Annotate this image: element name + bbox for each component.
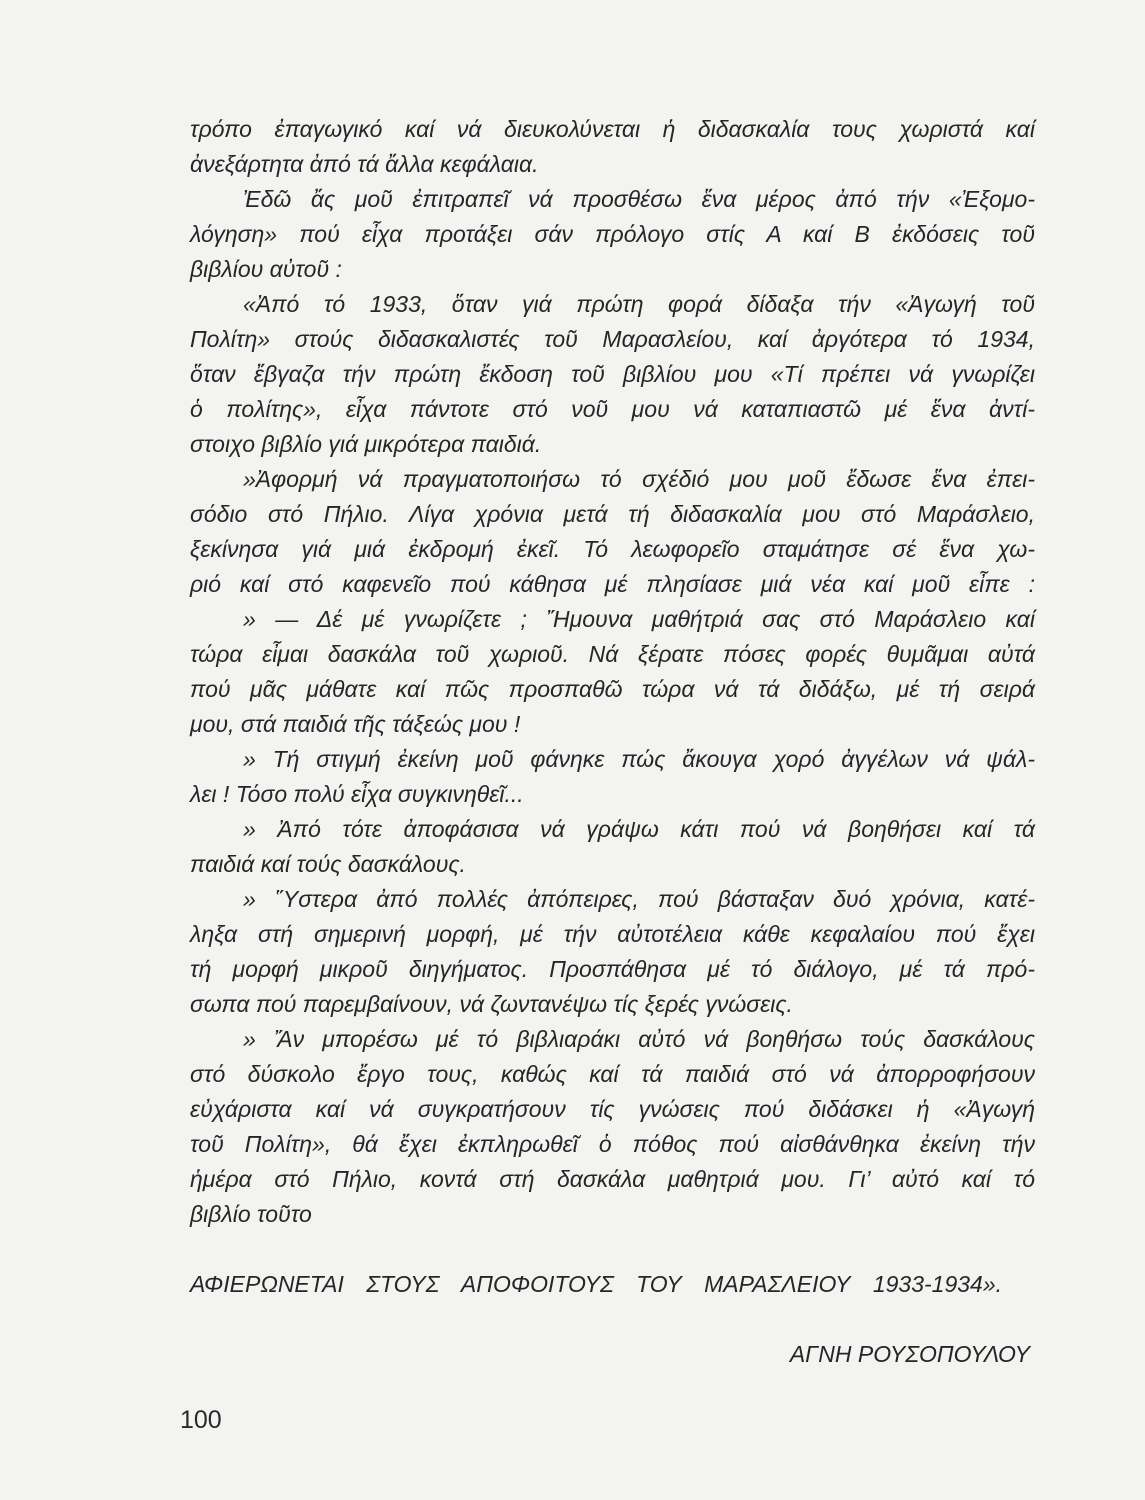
text-line: ξεκίνησα γιά μιά ἐκδρομή ἐκεῖ. Τό λεωφορεῖο σταμάτησε σέ ἕνα χω- (190, 536, 1035, 562)
text-line: ληξα στή σημερινή μορφή, μέ τήν αὐτοτέλεια κάθε κεφαλαίου πού ἔχει (190, 921, 1035, 947)
text-line: σόδιο στό Πήλιο. Λίγα χρόνια μετά τή διδασκαλία μου στό Μαράσλειο, (190, 501, 1035, 527)
text-line: ριό καί στό καφενεῖο πού κάθησα μέ πλησίασε μιά νέα καί μοῦ εἶπε : (190, 571, 1035, 597)
text-line: τώρα εἶμαι δασκάλα τοῦ χωριοῦ. Νά ξέρατε πόσες φορές θυμᾶμαι αὐτά (190, 641, 1035, 667)
text-line: στοιχο βιβλίο γιά μικρότερα παιδιά. (190, 431, 542, 457)
paragraph (190, 812, 1035, 882)
text-line: ἀνεξάρτητα ἀπό τά ἄλλα κεφάλαια. (190, 151, 539, 177)
text-line: » Ἄν μπορέσω μέ τό βιβλιαράκι αὐτό νά βοηθήσω τούς δασκάλους (243, 1026, 1035, 1052)
text-line: ὅταν ἔβγαζα τήν πρώτη ἔκδοση τοῦ βιβλίου μου «Τί πρέπει νά γνωρίζει (190, 361, 1035, 387)
paragraph (190, 742, 1035, 812)
text-line: τοῦ Πολίτη», θά ἔχει ἐκπληρωθεῖ ὁ πόθος πού αἰσθάνθηκα ἐκείνη τήν (190, 1131, 1035, 1157)
text-line: » Ἀπό τότε ἀποφάσισα νά γράψω κάτι πού νά βοηθήσει καί τά (243, 816, 1035, 842)
paragraph (190, 602, 1035, 742)
text-line: τή μορφή μικροῦ διηγήματος. Προσπάθησα μέ τό διάλογο, μέ τά πρό- (190, 956, 1035, 982)
paragraph (190, 287, 1035, 462)
text-line: μου, στά παιδιά τῆς τάξεώς μου ! (190, 711, 521, 737)
text-line: » Τή στιγμή ἐκείνη μοῦ φάνηκε πώς ἄκουγα χορό ἀγγέλων νά ψάλ- (243, 746, 1035, 772)
text-line: τρόπο ἐπαγωγικό καί νά διευκολύνεται ἡ διδασκαλία τους χωριστά καί (190, 116, 1035, 142)
paragraph (190, 112, 1035, 182)
text-line: λόγηση» πού εἶχα προτάξει σάν πρόλογο στίς Α καί Β ἐκδόσεις τοῦ (190, 221, 1035, 247)
text-line: στό δύσκολο ἔργο τους, καθώς καί τά παιδιά στό νά ἀπορροφήσουν (190, 1061, 1035, 1087)
author-signature: ΑΓΝΗ ΡΟΥΣΟΠΟΥΛΟΥ (789, 1341, 1030, 1367)
text-line: πού μᾶς μάθατε καί πῶς προσπαθῶ τώρα νά τά διδάξω, μέ τή σειρά (190, 676, 1035, 702)
paragraph (190, 462, 1035, 602)
text-line: λει ! Τόσο πολύ εἶχα συγκινηθεῖ... (190, 781, 524, 807)
text-line: » — Δέ μέ γνωρίζετε ; Ἤμουνα μαθήτριά σας στό Μαράσλειο καί (243, 606, 1035, 632)
text-line: σωπα πού παρεμβαίνουν, νά ζωντανέψω τίς ξερές γνώσεις. (190, 991, 793, 1017)
paragraph (190, 882, 1035, 1022)
text-line: βιβλίο τοῦτο (190, 1201, 312, 1227)
paragraph (190, 1022, 1035, 1232)
text-line: »Ἀφορμή νά πραγματοποιήσω τό σχέδιό μου μοῦ ἔδωσε ἕνα ἐπει- (243, 466, 1035, 492)
text-line: εὐχάριστα καί νά συγκρατήσουν τίς γνώσεις πού διδάσκει ἡ «Ἀγωγή (190, 1096, 1035, 1122)
text-line: ἡμέρα στό Πήλιο, κοντά στή δασκάλα μαθητριά μου. Γι’ αὐτό καί τό (190, 1166, 1035, 1192)
text-line: βιβλίου αὐτοῦ : (190, 256, 342, 282)
body-text (190, 112, 1035, 1372)
text-line: Πολίτη» στούς διδασκαλιστές τοῦ Μαρασλείου, καί ἀργότερα τό 1934, (190, 326, 1035, 352)
text-line: «Ἀπό τό 1933, ὅταν γιά πρώτη φορά δίδαξα τήν «Ἀγωγή τοῦ (243, 291, 1035, 317)
text-line: ὁ πολίτης», εἶχα πάντοτε στό νοῦ μου νά καταπιαστῶ μέ ἕνα ἀντί- (190, 396, 1035, 422)
dedication-line: ΑΦΙΕΡΩΝΕΤΑΙ ΣΤΟΥΣ ΑΠΟΦΟΙΤΟΥΣ ΤΟΥ ΜΑΡΑΣΛΕΙΟΥ 1933-1934». (190, 1271, 1002, 1297)
text-line: Ἐδῶ ἄς μοῦ ἐπιτραπεῖ νά προσθέσω ἕνα μέρος ἀπό τήν «Ἐξομο- (243, 186, 1035, 212)
text-line: παιδιά καί τούς δασκάλους. (190, 851, 466, 877)
text-line: » Ὕστερα ἀπό πολλές ἀπόπειρες, πού βάσταξαν δυό χρόνια, κατέ- (243, 886, 1035, 912)
paragraph (190, 182, 1035, 287)
page-number: 100 (180, 1406, 222, 1434)
